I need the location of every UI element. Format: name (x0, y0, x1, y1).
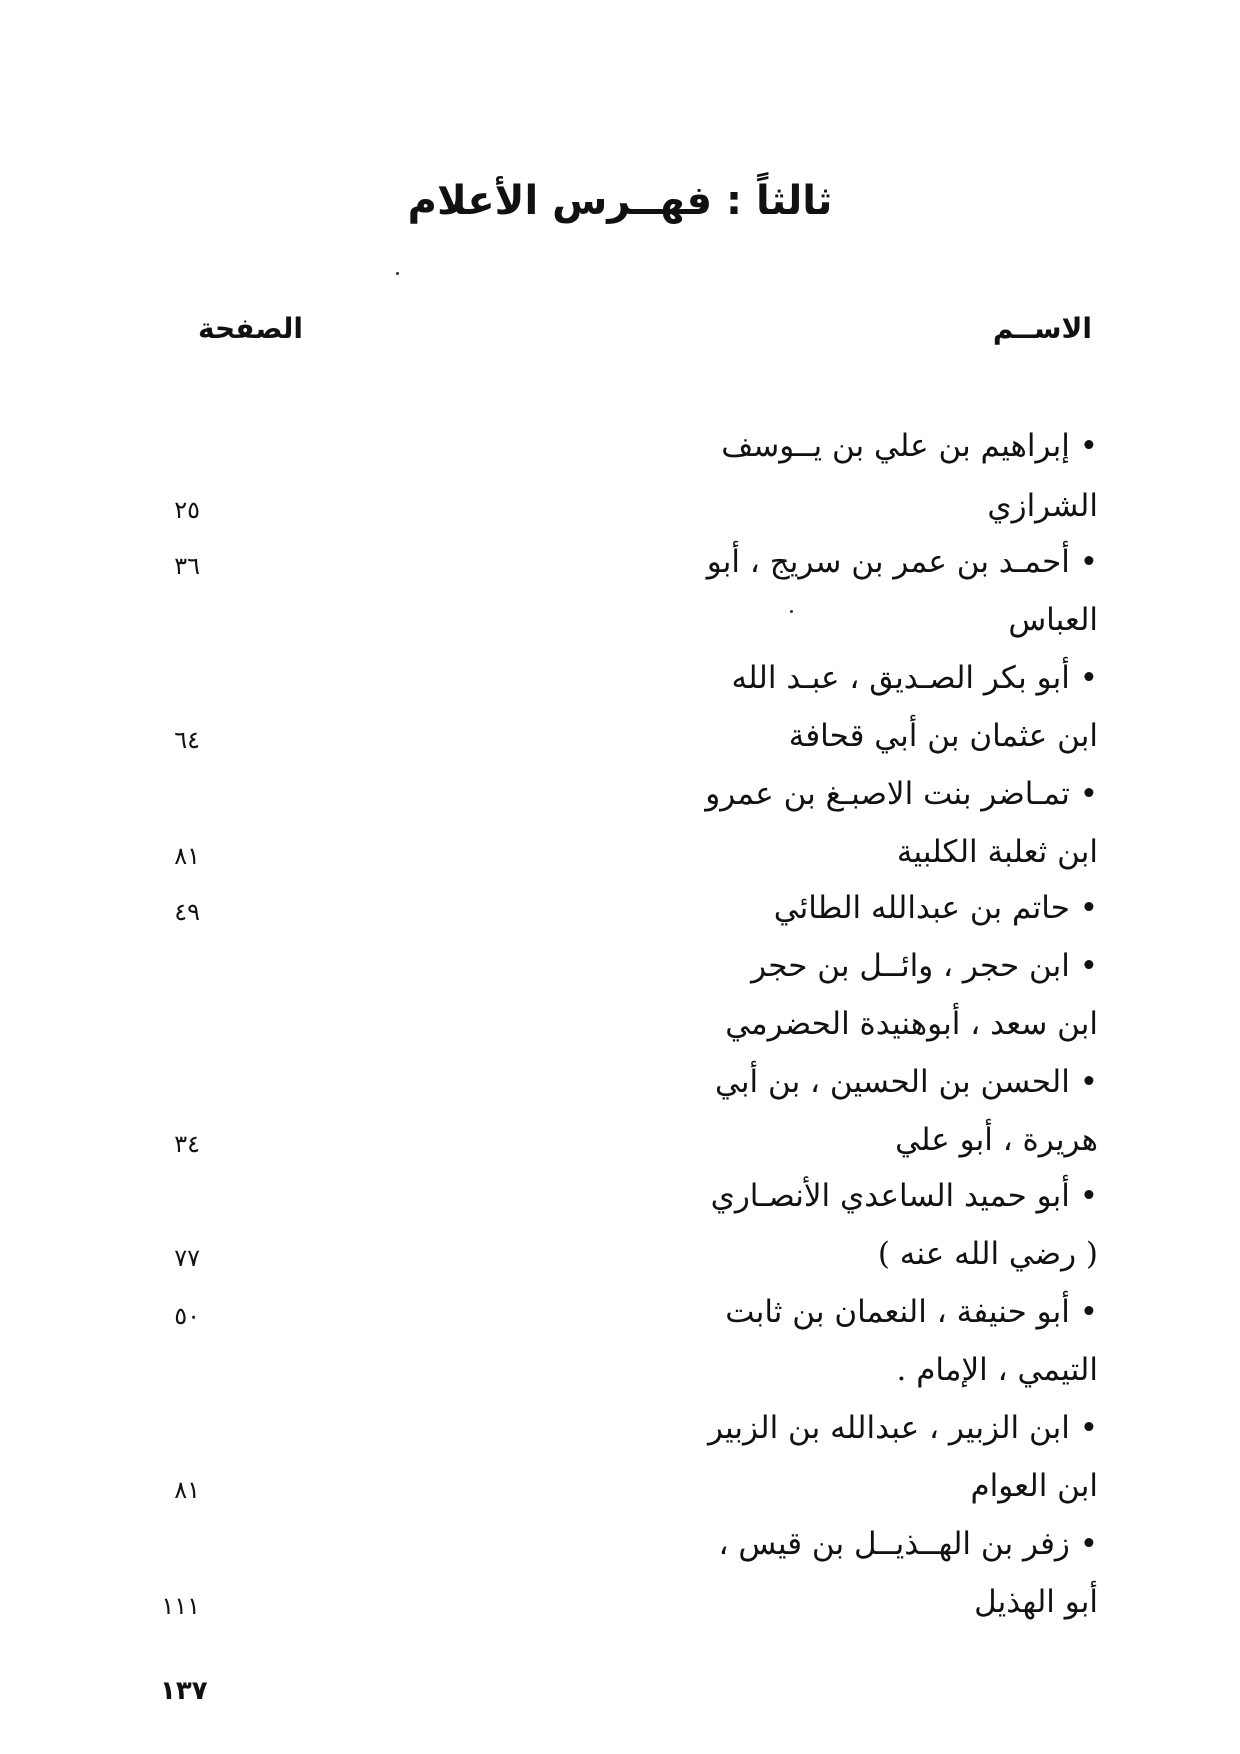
entry-line: • أبو بكر الصـديق ، عبـد الله (731, 660, 1098, 696)
entry-line: • أبو حميد الساعدي الأنصـاري (710, 1178, 1098, 1214)
entry-line: • ابن حجر ، وائــل بن حجر (751, 948, 1098, 984)
page-column-header: الصفحة (198, 312, 304, 345)
entry-line: • الحسن بن الحسين ، بن أبي (715, 1064, 1098, 1100)
scan-speck (790, 610, 793, 613)
page-title: ثالثاً : فهــرس الأعلام (407, 178, 833, 224)
page-number: ١١١ (161, 1592, 200, 1620)
entry-line: ( رضي الله عنه ) (877, 1236, 1098, 1272)
page-folio: ١٣٧ (160, 1676, 208, 1706)
entry-line: الشرازي (987, 488, 1098, 524)
entry-line: التيمي ، الإمام . (896, 1352, 1098, 1388)
entry-line: ابن عثمان بن أبي قحافة (788, 718, 1098, 754)
entry-line: • ابن الزبير ، عبدالله بن الزبير (707, 1410, 1098, 1446)
name-column-header: الاســم (992, 312, 1092, 345)
page-number: ٣٤ (174, 1130, 200, 1158)
page-number: ٧٧ (174, 1244, 200, 1272)
entry-line: • أبو حنيفة ، النعمان بن ثابت (725, 1294, 1098, 1330)
page-number: ٨١ (174, 1476, 200, 1504)
page-number: ٦٤ (174, 726, 200, 754)
page-number: ٢٥ (174, 496, 200, 524)
page-number: ٥٠ (174, 1302, 200, 1330)
page-number: ٣٦ (174, 552, 200, 580)
entry-line: • حاتم بن عبدالله الطائي (773, 890, 1098, 926)
entry-line: ابن العوام (970, 1468, 1098, 1504)
page-number: ٨١ (174, 842, 200, 870)
entry-line: • أحمـد بن عمر بن سريج ، أبو (706, 544, 1098, 580)
page-number: ٤٩ (174, 898, 200, 926)
entry-line: هريرة ، أبو علي (895, 1122, 1098, 1158)
entry-line: • تمـاضر بنت الاصبـغ بن عمرو (705, 776, 1098, 812)
entry-line: أبو الهذيل (974, 1584, 1098, 1620)
entry-line: ابن سعد ، أبوهنيدة الحضرمي (725, 1006, 1098, 1042)
entry-line: • إبراهيم بن علي بن يــوسف (721, 428, 1098, 464)
entry-line: • زفر بن الهــذيــل بن قيس ، (718, 1526, 1098, 1562)
scan-speck (396, 272, 399, 275)
entry-line: العباس (1008, 602, 1098, 638)
entry-line: ابن ثعلبة الكلبية (896, 834, 1098, 870)
